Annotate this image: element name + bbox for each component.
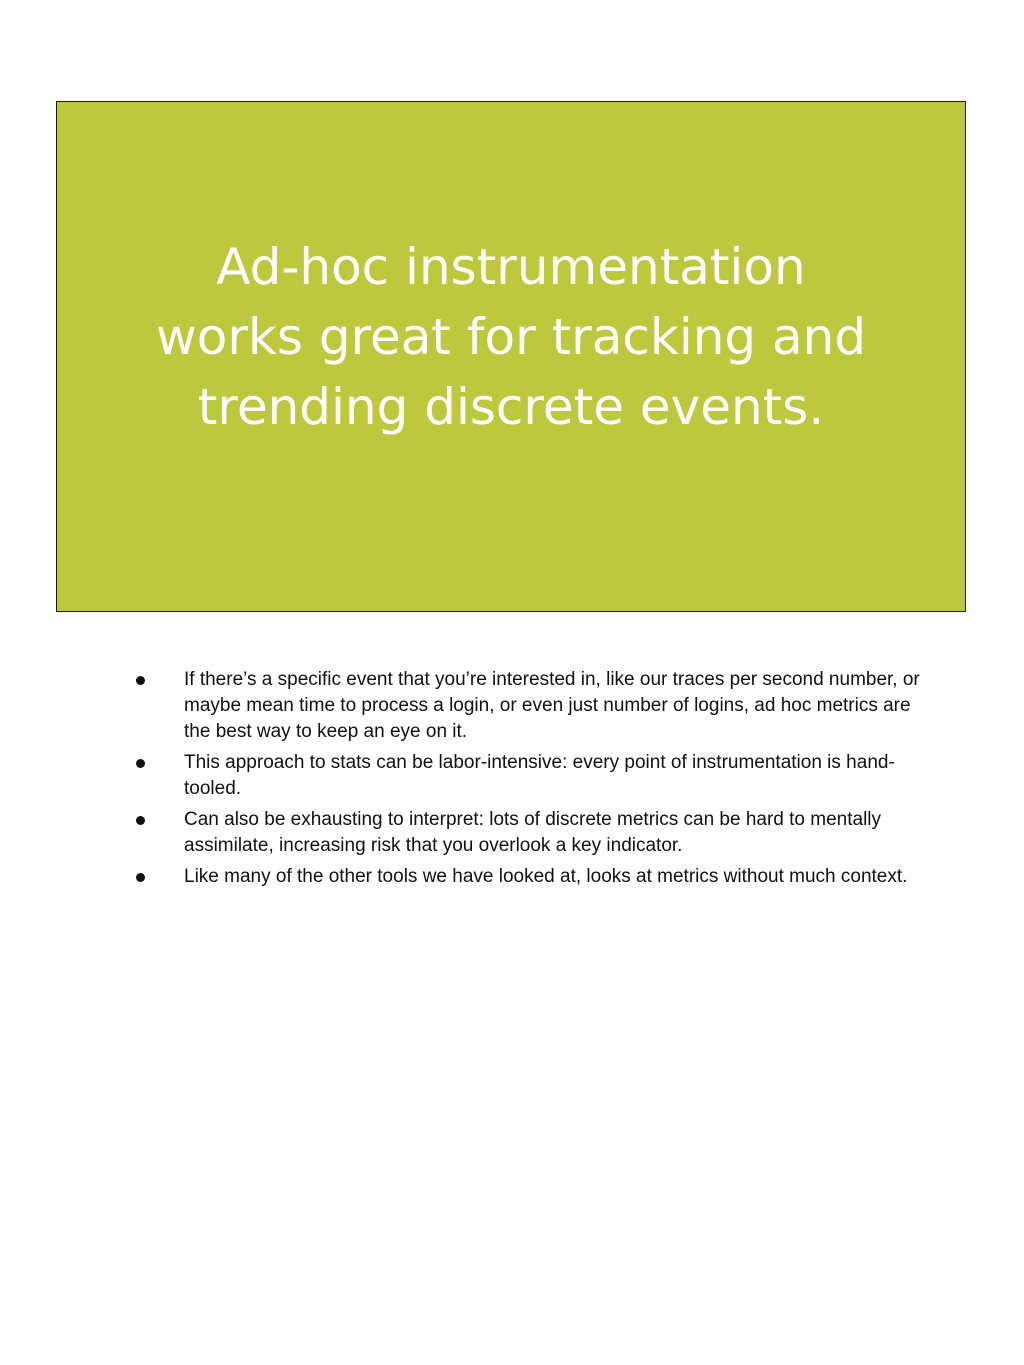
bullet-icon: [136, 676, 145, 685]
slide-title: Ad-hoc instrumentation works great for tracking and trending discrete events.: [155, 237, 867, 436]
list-item: [130, 807, 920, 859]
bullet-icon: [136, 759, 145, 768]
list-item: [130, 864, 920, 890]
list-item-text: This approach to stats can be labor-intensive: every point of instrumentation is hand-tooled.: [184, 752, 895, 799]
list-item: [130, 750, 920, 802]
list-item: [130, 667, 920, 745]
list-item-text: Can also be exhausting to interpret: lots of discrete metrics can be hard to mentally assimilate, increasing risk that you overlook a key indicator.: [184, 809, 882, 856]
speaker-notes-list: [130, 667, 920, 895]
list-item-text: Like many of the other tools we have looked at, looks at metrics without much context.: [184, 866, 908, 887]
bullet-icon: [136, 873, 145, 882]
slide-thumbnail: [56, 101, 966, 612]
bullet-icon: [136, 816, 145, 825]
list-item-text: If there’s a specific event that you’re interested in, like our traces per second number, or maybe mean time to process a login, or even just number of logins, ad hoc metrics are the best way to keep an eye on it.: [184, 669, 920, 742]
